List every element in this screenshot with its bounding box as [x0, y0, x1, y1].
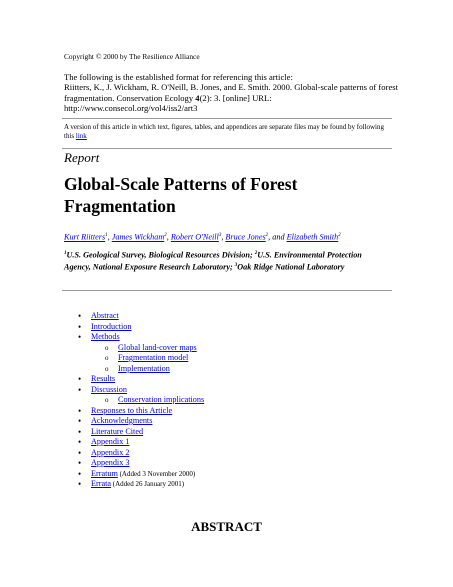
toc-note: (Added 26 January 2001)	[111, 480, 185, 488]
toc-link[interactable]: Discussion	[91, 384, 127, 394]
author-affiliation-mark: 2	[265, 233, 269, 238]
bullet-icon: •	[78, 468, 82, 479]
toc-sublist	[91, 343, 204, 375]
toc-link[interactable]: Responses to this Article	[91, 405, 173, 415]
toc-link[interactable]: Results	[91, 374, 116, 383]
author-list	[64, 230, 404, 243]
circle-bullet-icon: o	[105, 396, 109, 404]
author-affiliation-mark: 2	[164, 233, 167, 238]
affiliation-mark: 2	[254, 251, 258, 256]
toc-subitem	[105, 353, 204, 364]
divider-middle	[62, 148, 392, 149]
toc-item	[78, 332, 204, 374]
toc-sublink[interactable]: Conservation implications	[118, 395, 205, 404]
toc-subitem	[105, 395, 204, 406]
toc-subitem	[105, 364, 204, 375]
bullet-icon: •	[78, 416, 82, 426]
version-note	[64, 123, 394, 141]
divider-toc	[62, 290, 392, 291]
circle-bullet-icon: o	[105, 364, 109, 373]
author-affiliation-mark: 3	[218, 233, 222, 238]
bullet-icon: •	[78, 374, 82, 384]
bullet-icon: •	[78, 458, 82, 468]
toc-sublink[interactable]: Global land-cover maps	[118, 342, 197, 352]
author-affiliation-mark: 2	[338, 233, 341, 238]
toc-link[interactable]: Errata	[91, 479, 111, 488]
citation-url: (2): 3. [online] URL: http://www.consecol.org/vol4/iss2/art3	[64, 92, 272, 114]
bullet-icon: •	[78, 479, 82, 489]
toc-item	[78, 469, 204, 480]
author-separator: ,	[107, 232, 112, 242]
version-link[interactable]: link	[75, 132, 87, 140]
toc-item	[78, 437, 204, 448]
toc-link[interactable]: Erratum	[91, 468, 118, 478]
author-link[interactable]: Kurt Riitters	[64, 232, 106, 242]
citation-intro: The following is the established format for referencing this article:	[64, 72, 293, 82]
toc-link[interactable]: Abstract	[91, 311, 119, 320]
bullet-icon: •	[78, 426, 82, 437]
citation-reference: Riitters, K., J. Wickham, R. O'Neill, B. Jones, and E. Smith. 2000. Global-scale patterns of forest fragmentation. Conservation Ecology	[64, 82, 399, 103]
circle-bullet-icon: o	[105, 354, 109, 362]
toc-link[interactable]: Appendix 3	[91, 458, 130, 467]
toc-link[interactable]: Introduction	[91, 321, 132, 331]
toc-sublink[interactable]: Fragmentation model	[118, 353, 189, 362]
toc-link[interactable]: Appendix 1	[91, 437, 130, 446]
author-link[interactable]: Robert O'Neill	[170, 232, 219, 242]
bullet-icon: •	[78, 332, 82, 342]
section-label: Report	[64, 150, 100, 165]
toc-item	[78, 406, 204, 417]
table-of-contents	[78, 311, 204, 490]
toc-link[interactable]: Methods	[91, 332, 120, 341]
article-title: Global-Scale Patterns of Forest Fragmentation	[64, 174, 298, 216]
author-link[interactable]: James Wickham	[111, 232, 165, 242]
circle-bullet-icon: o	[105, 343, 109, 352]
bullet-icon: •	[78, 405, 82, 416]
version-note-text: A version of this article in which text, figures, tables, and appendices are separate files may be found by following this	[64, 123, 384, 140]
bullet-icon: •	[78, 321, 82, 332]
affiliation-text: Oak Ridge National Laboratory	[237, 262, 345, 272]
abstract-heading: ABSTRACT	[191, 519, 262, 534]
toc-item	[78, 427, 204, 438]
toc-subitem	[105, 343, 204, 354]
author-separator: ,	[221, 232, 226, 242]
toc-sublist	[91, 395, 204, 406]
toc-item	[78, 458, 204, 469]
author-affiliation-mark: 1	[105, 233, 108, 238]
bullet-icon: •	[78, 437, 82, 447]
copyright-notice: Copyright © 2000 by The Resilience Alliance	[64, 52, 200, 61]
author-separator: , and	[268, 232, 287, 242]
toc-item	[78, 385, 204, 406]
toc-item	[78, 416, 204, 427]
citation-text	[64, 82, 400, 113]
author-link[interactable]: Elizabeth Smith	[286, 232, 339, 242]
affiliation-mark: 1	[64, 251, 67, 256]
author-link[interactable]: Bruce Jones	[225, 232, 266, 242]
author-separator: ,	[166, 232, 171, 242]
citation-volume: 4	[195, 92, 200, 103]
toc-link[interactable]: Appendix 2	[91, 447, 130, 457]
toc-link[interactable]: Literature Cited	[91, 426, 144, 436]
affiliation-text: U.S. Geological Survey, Biological Resources Division;	[66, 250, 255, 260]
toc-item	[78, 479, 204, 490]
toc-item	[78, 322, 204, 333]
toc-item	[78, 374, 204, 385]
toc-item	[78, 448, 204, 459]
bullet-icon: •	[78, 447, 82, 458]
citation-block	[64, 72, 400, 114]
toc-item	[78, 311, 204, 322]
bullet-icon: •	[78, 311, 82, 321]
affiliation-text: U.S. Environmental Protection Agency, National Exposure Research Laboratory;	[64, 250, 362, 272]
toc-link[interactable]: Acknowledgments	[91, 416, 153, 425]
bullet-icon: •	[78, 384, 82, 395]
toc-sublink[interactable]: Implementation	[118, 363, 170, 373]
affiliations	[64, 249, 384, 273]
affiliation-mark: 3	[234, 263, 238, 269]
toc-note: (Added 3 November 2000)	[117, 469, 196, 478]
divider-top	[62, 118, 392, 119]
